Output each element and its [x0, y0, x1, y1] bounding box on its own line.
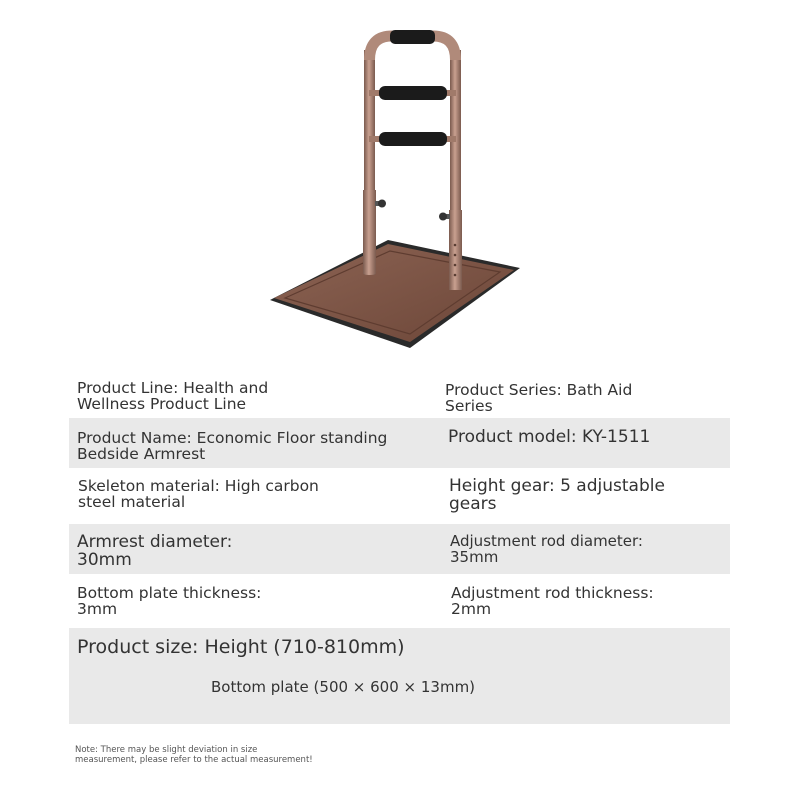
spec-row-2 [69, 418, 730, 468]
spec-bottom-plate-thickness: Bottom plate thickness: 3mm [77, 584, 262, 619]
adjustment-knob-right [439, 213, 450, 221]
spec-row-5 [69, 576, 730, 626]
measurement-note: Note: There may be slight deviation in size measurement, please refer to the actual measurement! [75, 745, 313, 765]
spec-product-size: Product size: Height (710-810mm) [77, 636, 405, 658]
spec-adjustment-rod-thickness: Adjustment rod thickness: 2mm [451, 584, 654, 619]
spec-row-1 [69, 374, 730, 416]
spec-product-name: Product Name: Economic Floor standing Bedside Armrest [77, 429, 388, 464]
spec-row-3 [69, 470, 730, 522]
spec-height-gear: Height gear: 5 adjustable gears [449, 476, 665, 514]
product-image [0, 0, 800, 370]
spec-product-model: Product model: KY-1511 [448, 427, 651, 447]
spec-product-series: Product Series: Bath Aid Series [445, 381, 633, 416]
grip-middle [379, 86, 447, 100]
bottom-plate [270, 240, 520, 348]
frame-tube-left [363, 50, 376, 275]
grip-lower [379, 132, 447, 146]
spec-armrest-diameter: Armrest diameter: 30mm [77, 532, 233, 570]
spec-bottom-plate-size: Bottom plate (500 × 600 × 13mm) [211, 678, 476, 696]
spec-skeleton-material: Skeleton material: High carbon steel material [78, 477, 319, 512]
grip-top [390, 30, 435, 44]
spec-product-line: Product Line: Health and Wellness Product Line [77, 379, 269, 414]
frame-tube-right [449, 50, 462, 290]
spec-row-6 [69, 628, 730, 724]
spec-adjustment-rod-diameter: Adjustment rod diameter: 35mm [450, 532, 643, 566]
adjustment-knob-left [375, 200, 386, 208]
spec-row-4 [69, 524, 730, 574]
